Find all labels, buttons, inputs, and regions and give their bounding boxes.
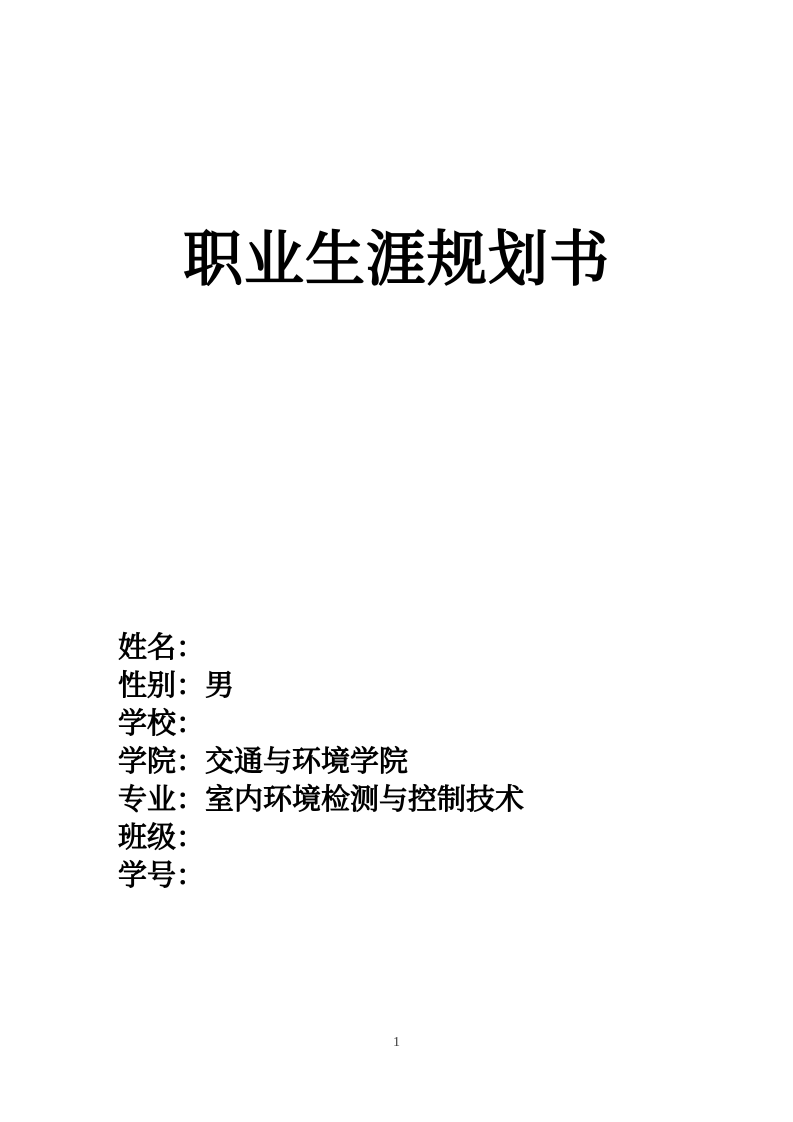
page-footer <box>0 1034 793 1052</box>
field-value-gender: 男 <box>205 670 235 702</box>
field-label-school: 学校： <box>118 708 206 740</box>
page-number: 1 <box>393 1035 400 1050</box>
field-row-student-id <box>118 857 524 895</box>
cover-fields <box>118 629 524 895</box>
document-title: 职业生涯规划书 <box>183 227 610 293</box>
field-label-name: 姓名： <box>118 632 206 664</box>
field-label-major: 专业： <box>118 784 206 816</box>
field-row-major <box>118 781 524 819</box>
field-label-class: 班级： <box>118 822 206 854</box>
field-label-student-id: 学号： <box>118 860 206 892</box>
field-row-name <box>118 629 524 667</box>
field-row-class <box>118 819 524 857</box>
field-value-college: 交通与环境学院 <box>205 746 409 778</box>
field-value-major: 室内环境检测与控制技术 <box>205 784 525 816</box>
field-row-school <box>118 705 524 743</box>
field-row-college <box>118 743 524 781</box>
field-row-gender <box>118 667 524 705</box>
field-label-gender: 性别： <box>118 670 206 702</box>
field-label-college: 学院： <box>118 746 206 778</box>
